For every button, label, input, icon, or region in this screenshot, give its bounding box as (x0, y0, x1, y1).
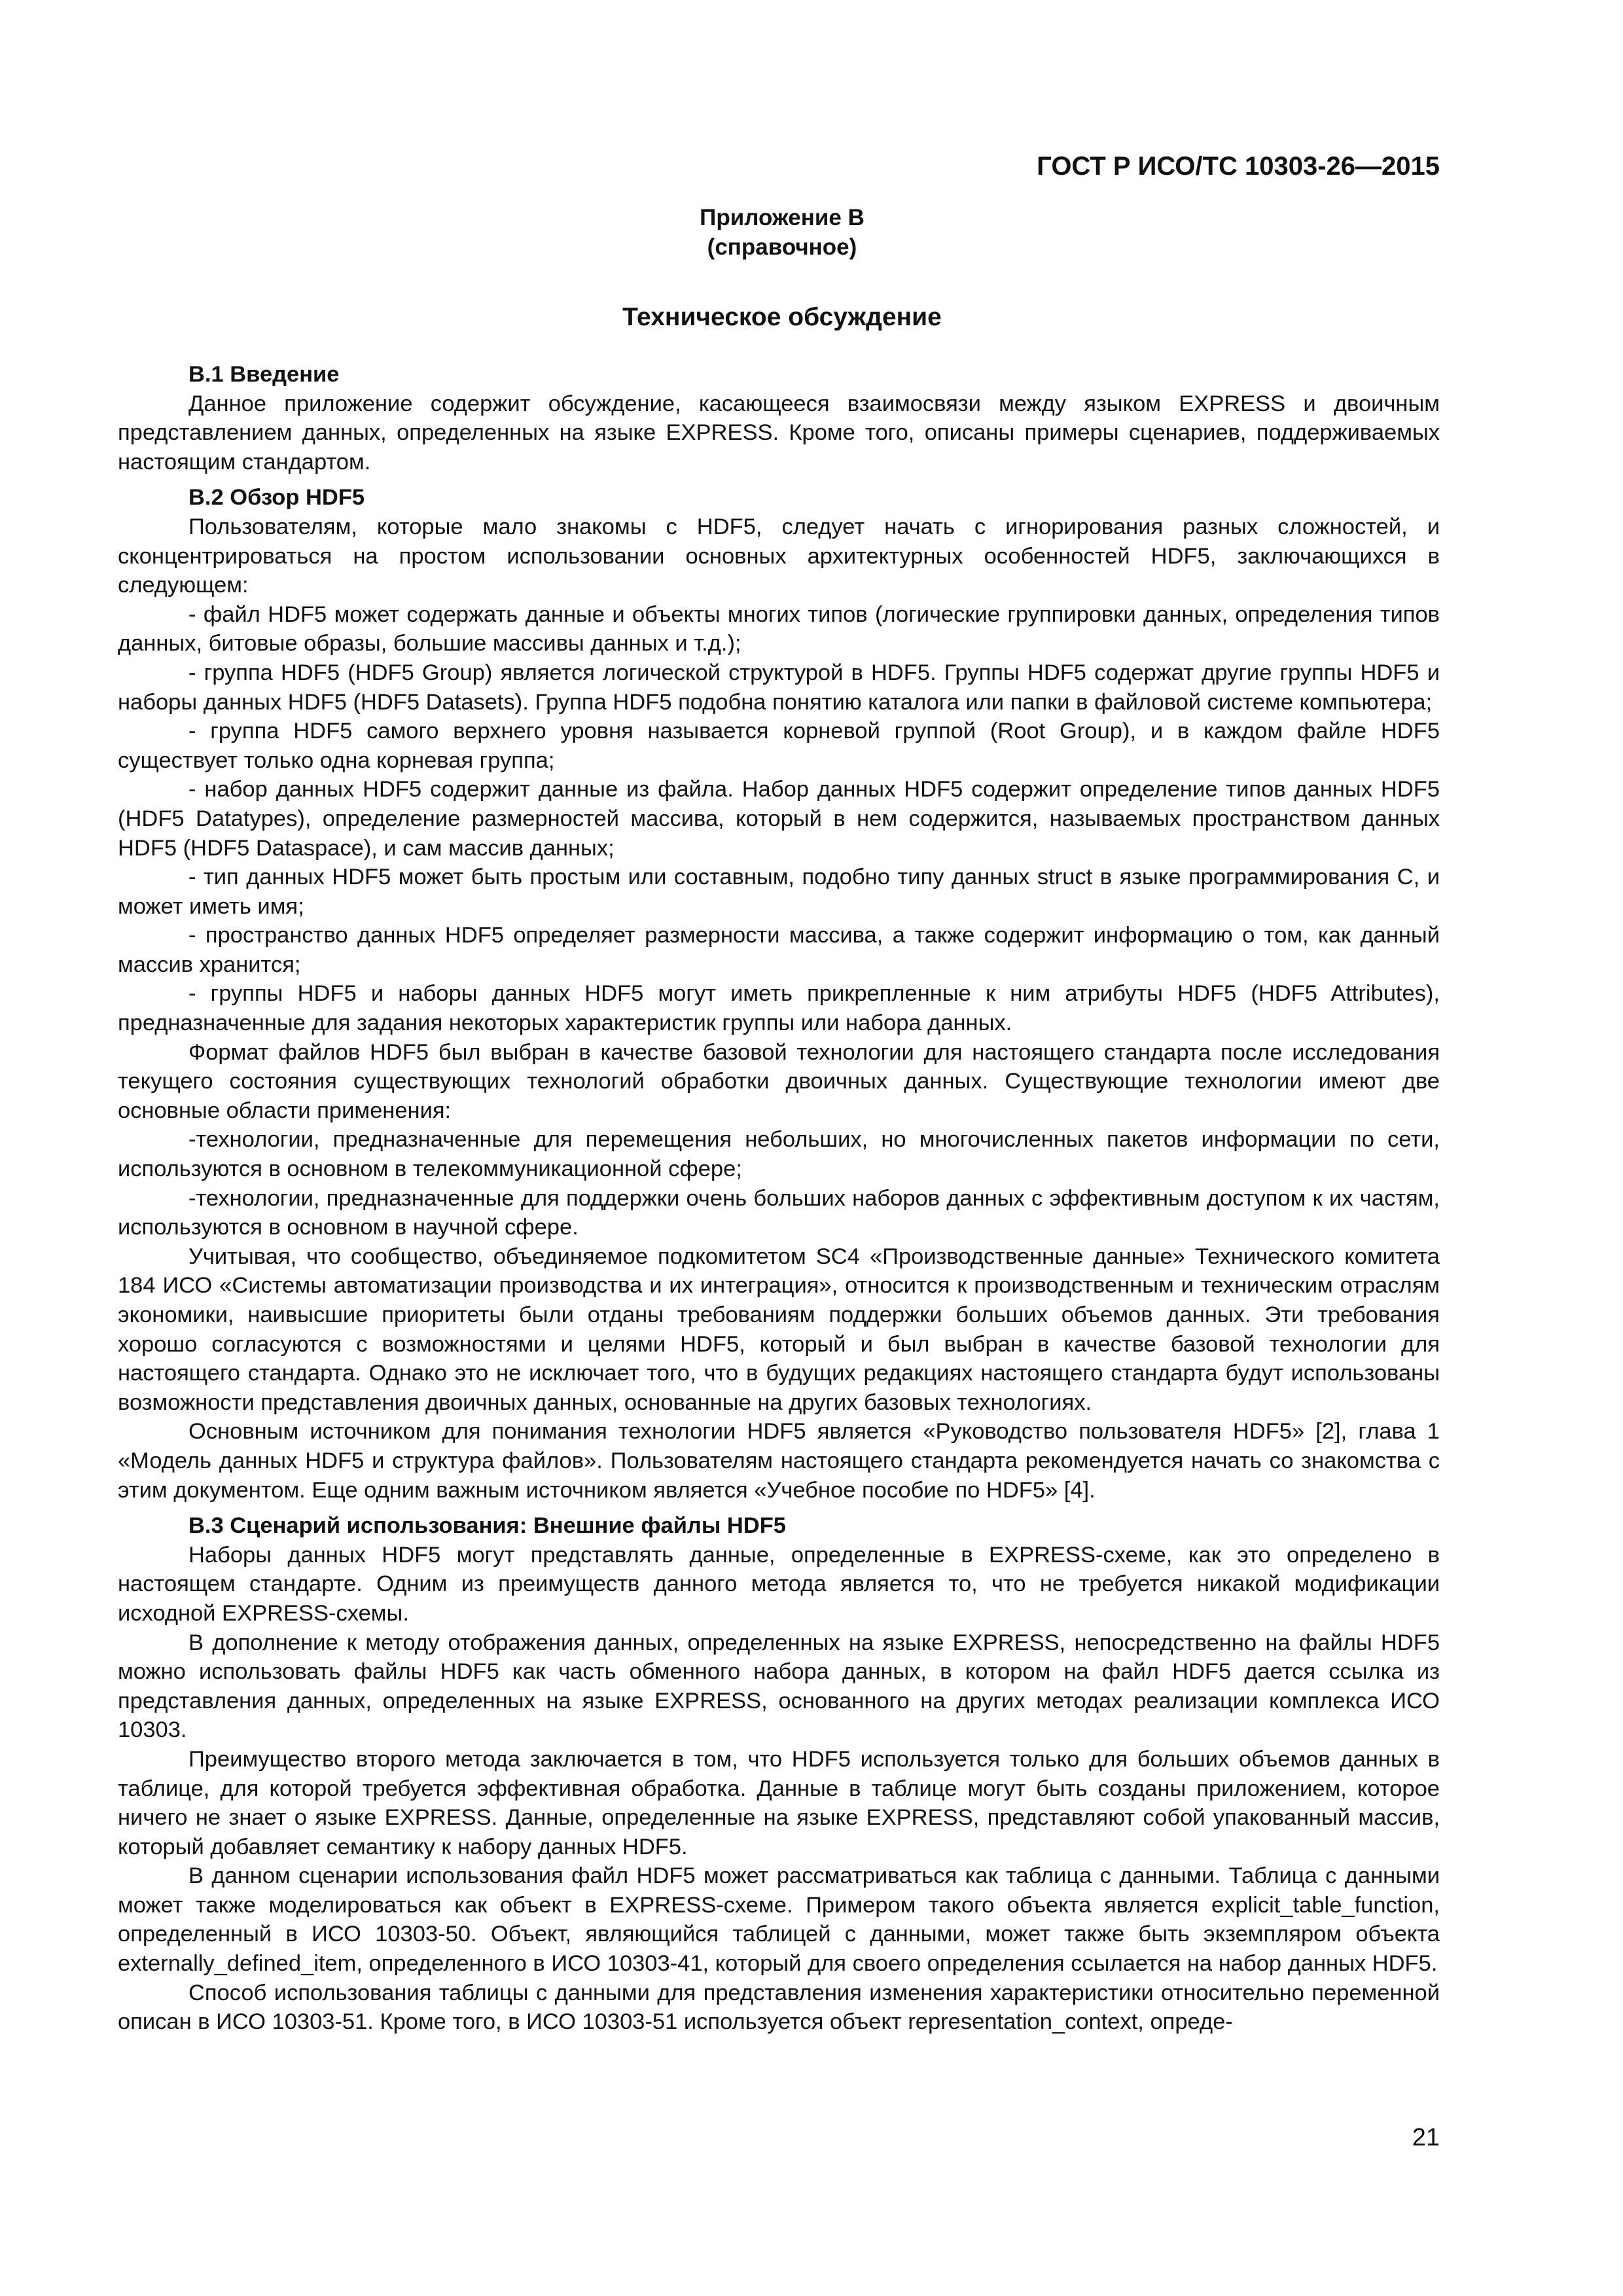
paragraph: В данном сценарии использования файл HDF5 может рассматриваться как таблица с данными. Таблица с данными может также моделироваться как объект в EXPRESS-схеме. Примером такого объекта является explicit_table_function, определенный в ИСО 10303-50. Объект, являющийся таблицей с данными, может также быть экземпляром объекта externally_defined_item, определенного в ИСО 10303-41, который для своего определения ссылается на набор данных HDF5. (118, 1863, 1440, 1977)
appendix-label: Приложение В (700, 205, 865, 230)
document-body (118, 360, 1440, 2037)
paragraph: -технологии, предназначенные для поддержки очень больших наборов данных с эффективным доступом к их частям, используются в основном в научной сфере. (118, 1185, 1440, 1240)
paragraph: Наборы данных HDF5 могут представлять данные, определенные в EXPRESS-схеме, как это определено в настоящем стандарте. Одним из преимуществ данного метода является то, что не требуется никакой модификации исходной EXPRESS-схемы. (118, 1542, 1440, 1626)
paragraph: Основным источником для понимания технологии HDF5 является «Руководство пользователя HDF5» [2], глава 1 «Модель данных HDF5 и структура файлов». Пользователям настоящего стандарта рекомендуется начать со знакомства с этим документом. Еще одним важным источником является «Учебное пособие по HDF5» [4]. (118, 1419, 1440, 1503)
paragraph: - файл HDF5 может содержать данные и объекты многих типов (логические группировки данных, определения типов данных, битовые образы, большие массивы данных и т.д.); (118, 601, 1440, 656)
paragraph: - группа HDF5 (HDF5 Group) является логической структурой в HDF5. Группы HDF5 содержат другие группы HDF5 и наборы данных HDF5 (HDF5 Datasets). Группа HDF5 подобна понятию каталога или папки в файловой системе компьютера; (118, 660, 1440, 715)
paragraph: В дополнение к методу отображения данных, определенных на языке EXPRESS, непосредственно на файлы HDF5 можно использовать файлы HDF5 как часть обменного набора данных, в котором на файл HDF5 дается ссылка из представления данных, определенных на языке EXPRESS, основанного на других методах реализации комплекса ИСО 10303. (118, 1630, 1440, 1743)
paragraph: Учитывая, что сообщество, объединяемое подкомитетом SC4 «Производственные данные» Технического комитета 184 ИСО «Системы автоматизации производства и их интеграция», относится к производственным и техническим отраслям экономики, наивысшие приоритеты были отданы требованиям поддержки больших объемов данных. Эти требования хорошо согласуются с возможностями и целями HDF5, который и был выбран в качестве базовой технологии для настоящего стандарта. Однако это не исключает того, что в будущих редакциях настоящего стандарта будут использованы возможности представления двоичных данных, основанные на других базовых технологиях. (118, 1244, 1440, 1415)
section-heading: В.1 Введение (188, 362, 340, 387)
document-code: ГОСТ Р ИСО/ТС 10303-26—2015 (1037, 152, 1440, 181)
appendix-heading (0, 203, 1564, 262)
page-number: 21 (1412, 2124, 1440, 2151)
paragraph: Пользователям, которые мало знакомы с HDF5, следует начать с игнорирования разных сложностей, и сконцентрироваться на простом использовании основных архитектурных особенностей HDF5, заключающихся в следующем: (118, 514, 1440, 598)
paragraph: - набор данных HDF5 содержит данные из файла. Набор данных HDF5 содержит определение типов данных HDF5 (HDF5 Datatypes), определение размерностей массива, который в нем содержится, называемых пространством данных HDF5 (HDF5 Dataspace), и сам массив данных; (118, 777, 1440, 861)
section-heading: В.2 Обзор HDF5 (188, 485, 365, 511)
paragraph: Данное приложение содержит обсуждение, касающееся взаимосвязи между языком EXPRESS и двоичным представлением данных, определенных на языке EXPRESS. Кроме того, описаны примеры сценариев, поддерживаемых настоящим стандартом. (118, 391, 1440, 475)
paragraph: Формат файлов HDF5 был выбран в качестве базовой технологии для настоящего стандарта после исследования текущего состояния существующих технологий обработки двоичных данных. Существующие технологии имеют две основные области применения: (118, 1039, 1440, 1123)
paragraph: - тип данных HDF5 может быть простым или составным, подобно типу данных struct в языке программирования С, и может иметь имя; (118, 865, 1440, 919)
paragraph: - пространство данных HDF5 определяет размерности массива, а также содержит информацию о том, как данный массив хранится; (118, 923, 1440, 977)
section-heading: В.3 Сценарий использования: Внешние файлы HDF5 (188, 1513, 786, 1539)
paragraph: Преимущество второго метода заключается в том, что HDF5 используется только для больших объемов данных в таблице, для которой требуется эффективная обработка. Данные в таблице могут быть созданы приложением, которое ничего не знает о языке EXPRESS. Данные, определенные на языке EXPRESS, представляют собой упакованный массив, который добавляет семантику к набору данных HDF5. (118, 1746, 1440, 1859)
appendix-kind: (справочное) (707, 234, 857, 260)
paragraph: -технологии, предназначенные для перемещения небольших, но многочисленных пакетов информации по сети, используются в основном в телекоммуникационной сфере; (118, 1127, 1440, 1182)
page-title: Техническое обсуждение (622, 303, 942, 331)
paragraph: - группа HDF5 самого верхнего уровня называется корневой группой (Root Group), и в каждом файле HDF5 существует только одна корневая группа; (118, 719, 1440, 773)
paragraph: Способ использования таблицы с данными для представления изменения характеристики относительно переменной описан в ИСО 10303-51. Кроме того, в ИСО 10303-51 используется объект representation_context, опреде- (118, 1980, 1440, 2035)
paragraph: - группы HDF5 и наборы данных HDF5 могут иметь прикрепленные к ним атрибуты HDF5 (HDF5 Attributes), предназначенные для задания некоторых характеристик группы или набора данных. (118, 981, 1440, 1036)
